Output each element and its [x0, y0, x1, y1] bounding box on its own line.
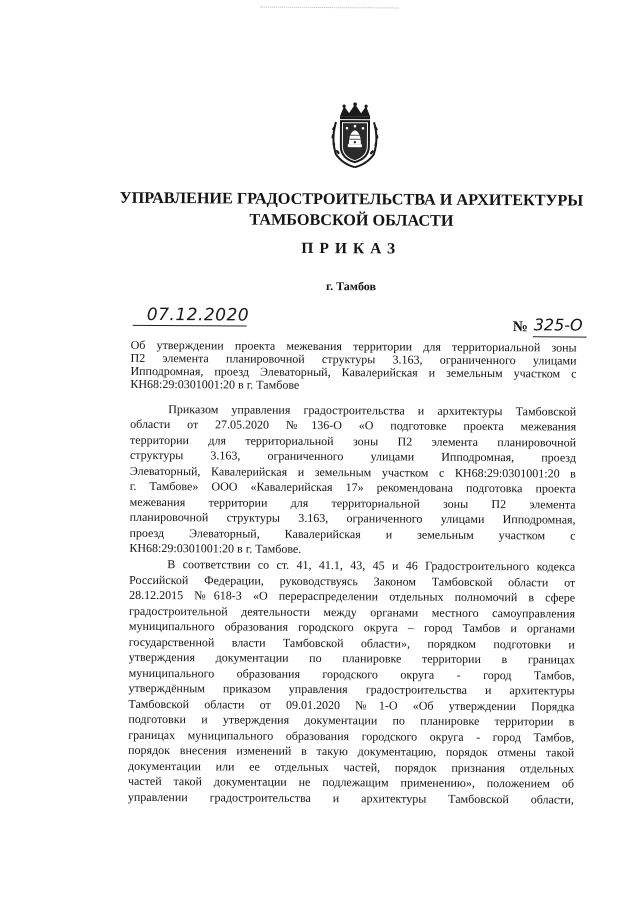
number-underline: [533, 336, 587, 337]
body-line: структуры 3.163, ограниченного улицами Ипподромная, проезд: [130, 449, 576, 465]
title-line: Ипподромная, проезд Элеваторный, Кавалерийская и земельным участком с: [130, 365, 576, 381]
handwritten-date: 07.12.2020: [147, 305, 249, 326]
body-line: В соответствии со ст. 41, 41.1, 43, 45 и 46 Градостроительного кодекса: [167, 558, 575, 573]
body-line: Элеваторный, Кавалерийская и земельным участком с КН68:29:0301001:20 в: [130, 465, 576, 481]
body-line: территории для территориальной зоны П2 элемента планировочной: [130, 434, 576, 450]
body-line: г. Тамбове» ООО «Кавалерийская 17» рекомендована подготовка проекта: [130, 480, 576, 496]
body-line: управлении градостроительства и архитектуры Тамбовской области,: [128, 791, 574, 807]
body-line: КН68:29:0301001:20 в г. Тамбове.: [129, 542, 575, 558]
title-line: КН68:29:0301001:20 в г. Тамбове: [130, 378, 576, 394]
body-line: Тамбовской области от 09.01.2020 №1-О «Об утверждении Порядка: [128, 698, 574, 714]
title-line: Об утверждении проекта межевания территории для территориальной зоны: [131, 339, 577, 355]
body-line: подготовки и утверждения документации по планировке территории в: [128, 713, 574, 729]
organization-name-line1: УПРАВЛЕНИЕ ГРАДОСТРОИТЕЛЬСТВА И АРХИТЕКТУРЫ: [111, 188, 591, 211]
organization-name-line2: ТАМБОВСКОЙ ОБЛАСТИ: [111, 209, 591, 232]
city-name: г. Тамбов: [111, 278, 591, 296]
body-line: утверждения документации по планировке территории в границах: [129, 651, 575, 667]
document-type-heading: ПРИКАЗ: [111, 239, 591, 260]
body-line: утверждённым приказом управления градостроительства и архитектуры: [129, 682, 575, 698]
order-number-label: №: [513, 319, 528, 336]
body-line: муниципального образования городского округа – город Тамбов и органами: [129, 620, 575, 636]
scan-artifact: [261, 7, 399, 12]
body-line: планировочной структуры 3.163, ограниченного улицами Ипподромная,: [130, 511, 576, 527]
handwritten-order-number: 325-О: [534, 315, 583, 334]
body-line: частей такой документации не подлежащим применению», положением об: [128, 775, 574, 791]
date-underline: [133, 325, 247, 327]
title-line: П2 элемента планировочной структуры 3.163, ограниченного улицами: [131, 352, 577, 368]
body-line: градостроительной деятельности между органами местного самоуправления: [129, 605, 575, 621]
body-line: Российской Федерации, руководствуясь Законом Тамбовской области от: [129, 574, 575, 590]
body-line: 28.12.2015 №618-З «О перераспределении отдельных полномочий в сфере: [129, 589, 575, 605]
body-line: области от 27.05.2020 №136-О «О подготовке проекта межевания: [130, 418, 576, 434]
body-line: порядок внесения изменений в такую документацию, порядок отмены такой: [128, 744, 574, 760]
body-line: межевания территории для территориальной зоны П2 элемента: [130, 496, 576, 512]
body-line: границах муниципального образования городского округа - город Тамбов,: [128, 729, 574, 745]
body-line: муниципального образования городского округа - город Тамбов,: [129, 667, 575, 683]
tambov-coat-of-arms-icon: [330, 102, 380, 170]
body-line: документации или ее отдельных частей, порядок признания отдельных: [128, 760, 574, 776]
body-line: Приказом управления градостроительства и архитектуры Тамбовской: [168, 403, 576, 418]
body-line: проезд Элеваторный, Кавалерийская и земельным участком с: [129, 527, 575, 543]
body-line: государственной власти Тамбовской области», порядком подготовки и: [129, 636, 575, 652]
